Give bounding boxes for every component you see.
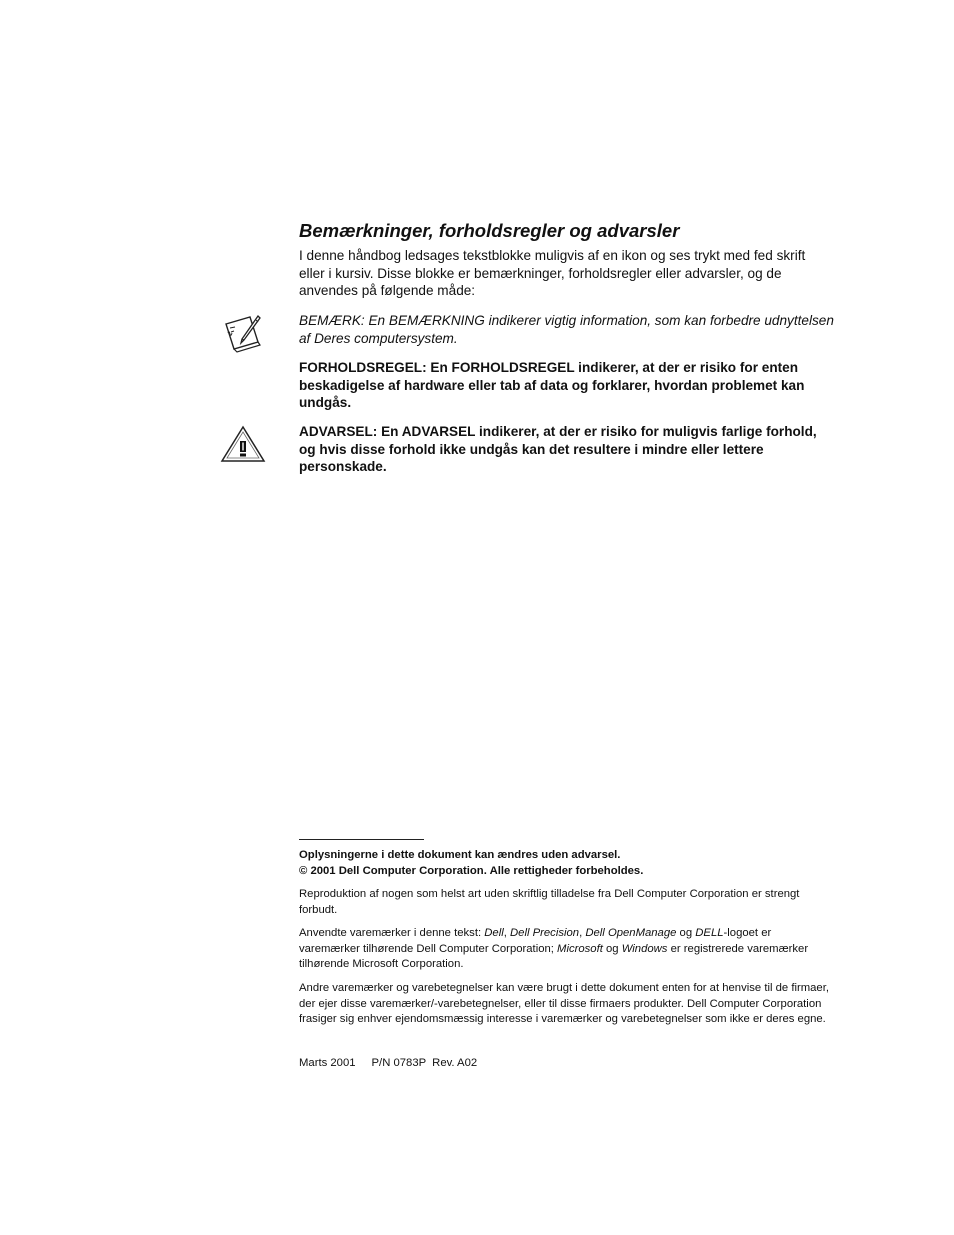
note-text: BEMÆRK: En BEMÆRKNING indikerer vigtig information, som kan forbedre udnyttelsen af Deres computersystem. [299,313,834,346]
publication-info [299,1056,834,1072]
other-trademarks-notice: Andre varemærker og varebetegnelser kan være brugt i dette dokument enten for at henvise til de firmaer, der ejer disse varemærker/-varebetegnelser, eller til disse firmaers produkter. Dell Computer Corporation frasiger sig enhver ejendomsmæssig interesse i varemærker og varebetegnelser som ikke er deres egne. [299,982,829,1026]
publication-date: Marts 2001 [299,1057,356,1069]
warning-triangle-icon [220,424,266,464]
legal-header [299,848,834,879]
intro-paragraph: I denne håndbog ledsages tekstblokke muligvis af en ikon og ses trykt med fed skrift eller i kursiv. Disse blokke er bemærkninger, forholdsregler eller advarsler, og de anvendes på følgende måde: [299,248,806,298]
revision: Rev. A02 [432,1057,478,1069]
footer-divider [299,839,424,840]
part-number: P/N 0783P [371,1057,427,1069]
note-pencil-icon [220,312,266,354]
copyright-line: © 2001 Dell Computer Corporation. Alle rettigheder forbeholdes. [299,864,644,877]
caution-text: FORHOLDSREGEL: En FORHOLDSREGEL indikerer, at der er risiko for enten beskadigelse af hardware eller tab af data og forklarer, hvordan problemet kan undgås. [299,360,805,410]
warning-text: ADVARSEL: En ADVARSEL indikerer, at der er risiko for muligvis farlige forhold, og hvis disse forhold ikke undgås kan det resultere i mindre eller lettere personskade. [299,424,817,474]
change-notice: Oplysningerne i dette dokument kan ændres uden advarsel. [299,849,621,861]
reproduction-notice: Reproduktion af nogen som helst art uden skriftlig tilladelse fra Dell Computer Corporation er strengt forbudt. [299,888,800,916]
trademark-notice: Anvendte varemærker i denne tekst: Dell, Dell Precision, Dell OpenManage og DELL-logoet er varemærker tilhørende Dell Computer Corporation; Microsoft og Windows er registrerede varemærker tilhørende Microsoft Corporation. [299,927,809,971]
section-title: Bemærkninger, forholdsregler og advarsler [299,220,680,241]
